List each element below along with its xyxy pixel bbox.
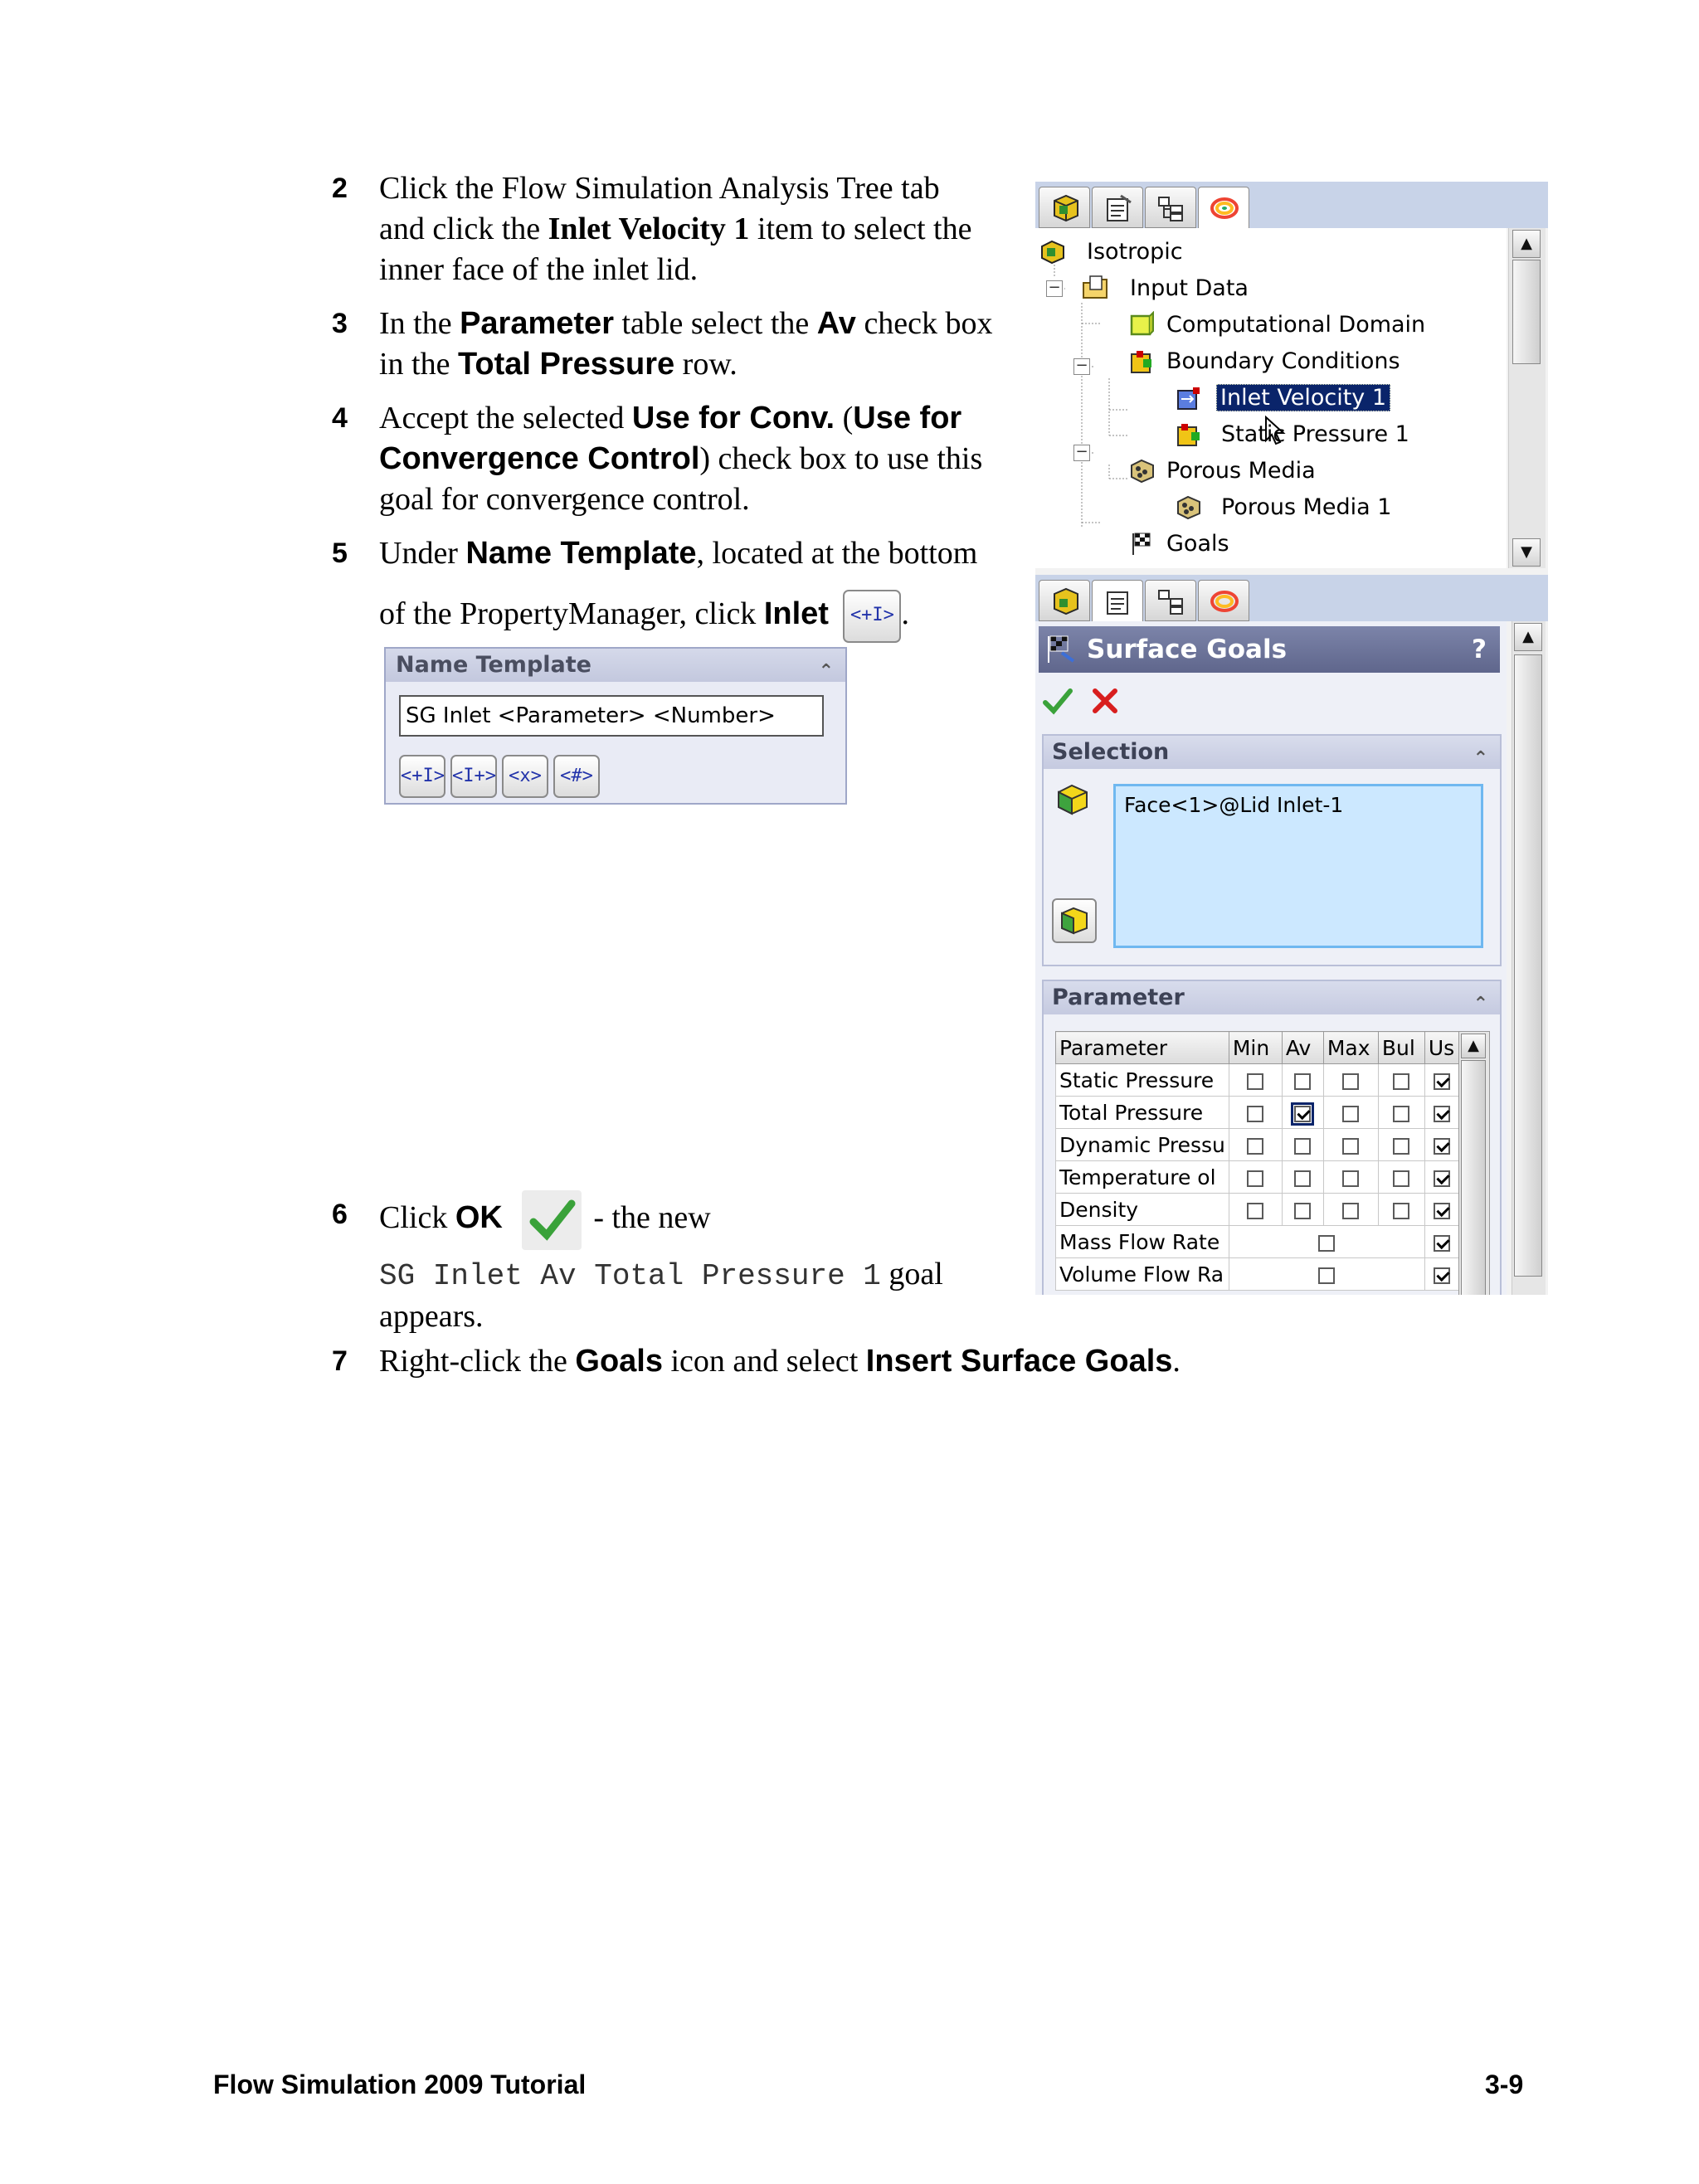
bold-term: Convergence Control: [379, 441, 700, 476]
insert-inlet-button[interactable]: <+I>: [399, 755, 445, 798]
use-for-conv-cell: [1424, 1226, 1459, 1258]
parameter-row: [1056, 1226, 1460, 1258]
step-number: 3: [332, 308, 348, 339]
bul-cell: [1378, 1161, 1424, 1194]
parameter-row: [1056, 1064, 1460, 1097]
use-for-conv-checkbox[interactable]: [1434, 1235, 1450, 1252]
parameter-name: Density: [1056, 1194, 1229, 1226]
text-run: inner face of the inlet lid.: [379, 252, 699, 287]
min-cell: [1229, 1161, 1282, 1194]
parameter-name: Temperature ol: [1056, 1161, 1229, 1194]
bul-cell: [1378, 1194, 1424, 1226]
text-run: .: [901, 596, 909, 631]
min-checkbox[interactable]: [1247, 1203, 1263, 1219]
parameter-row: [1056, 1097, 1460, 1129]
av-checkbox[interactable]: [1294, 1203, 1311, 1219]
bul-checkbox[interactable]: [1393, 1203, 1409, 1219]
selection-list[interactable]: [1113, 784, 1483, 948]
step-2-line-3: [379, 250, 971, 290]
text-run: Click: [379, 1200, 455, 1235]
pressure-icon: [1175, 421, 1203, 449]
step-4-line-2: [379, 439, 982, 479]
use-for-conv-cell: [1424, 1064, 1459, 1097]
bold-term: Total Pressure: [457, 347, 675, 382]
bold-term: Inlet Velocity 1: [548, 212, 750, 246]
scroll-up-arrow-icon[interactable]: ▲: [1514, 623, 1542, 651]
bold-term: Goals: [575, 1344, 663, 1379]
scroll-down-arrow-icon[interactable]: ▼: [1512, 538, 1541, 567]
tree-collapse-toggle[interactable]: −: [1046, 280, 1063, 297]
text-run: goal for convergence control.: [379, 482, 750, 517]
boundary-conditions-icon: [1128, 348, 1156, 376]
step-text: [379, 398, 982, 520]
text-run: Right-click the: [379, 1344, 576, 1379]
tab-property-manager[interactable]: [1092, 187, 1143, 228]
footer-title: Flow Simulation 2009 Tutorial: [213, 2070, 587, 2099]
inlet-name-button[interactable]: <+I>: [843, 590, 901, 643]
column-header-parameter[interactable]: Parameter: [1056, 1032, 1229, 1064]
step-number: 2: [332, 173, 348, 204]
parameter-name: Static Pressure: [1056, 1064, 1229, 1097]
page-number: 3-9: [1485, 2070, 1524, 2099]
step-6-line-1: [379, 1178, 943, 1238]
scroll-up-arrow-icon[interactable]: ▲: [1461, 1034, 1486, 1058]
collapse-chevron-icon[interactable]: ⌃: [1473, 748, 1488, 769]
tree-item-computational-domain[interactable]: [1128, 311, 1425, 339]
tree-item-label: Static Pressure 1: [1221, 421, 1409, 447]
name-template-header[interactable]: [386, 649, 845, 682]
bold-term: Use for: [853, 401, 962, 435]
collapse-chevron-icon[interactable]: ⌃: [818, 661, 834, 682]
step-text: [379, 1341, 1181, 1382]
parameter-group-header[interactable]: [1044, 981, 1500, 1014]
column-header-max[interactable]: Max: [1323, 1032, 1378, 1064]
column-header-min[interactable]: Min: [1229, 1032, 1282, 1064]
bold-term: Parameter: [460, 306, 614, 341]
bul-cell: [1378, 1129, 1424, 1161]
bul-cell: [1378, 1097, 1424, 1129]
tree-item-input-data[interactable]: [1082, 275, 1249, 303]
text-run: , located at the bottom: [696, 536, 978, 571]
scrollbar-thumb[interactable]: [1514, 654, 1542, 1277]
text-run: .: [1172, 1344, 1181, 1379]
column-header-use[interactable]: Us: [1424, 1032, 1459, 1064]
material-icon: [1039, 238, 1067, 266]
min-cell: [1229, 1064, 1282, 1097]
tree-collapse-toggle[interactable]: −: [1073, 358, 1090, 375]
help-question-icon[interactable]: ?: [1472, 635, 1487, 664]
max-cell: [1323, 1097, 1378, 1129]
scrollbar-thumb[interactable]: [1461, 1060, 1486, 1295]
text-run: In the: [379, 306, 460, 341]
parameter-row: [1056, 1129, 1460, 1161]
parameter-group: [1042, 980, 1502, 1295]
av-checkbox[interactable]: [1294, 1170, 1311, 1187]
name-template-panel: [384, 647, 847, 805]
manager-tabs-bottom: [1035, 575, 1548, 621]
av-checkbox[interactable]: [1294, 1106, 1311, 1122]
tab-configuration-manager[interactable]: [1145, 187, 1196, 228]
value-checkbox[interactable]: [1318, 1267, 1335, 1284]
text-run: check box: [855, 306, 993, 341]
step-number: 6: [332, 1199, 348, 1230]
av-cell: [1282, 1064, 1323, 1097]
parameter-row: [1056, 1194, 1460, 1226]
tree-item-label-selected: Inlet Velocity 1: [1216, 384, 1390, 411]
max-checkbox[interactable]: [1342, 1073, 1359, 1090]
bold-term: Use for Conv.: [631, 401, 835, 435]
max-checkbox[interactable]: [1342, 1170, 1359, 1187]
av-cell: [1282, 1129, 1323, 1161]
use-for-conv-checkbox[interactable]: [1434, 1203, 1450, 1219]
use-for-conv-cell: [1424, 1194, 1459, 1226]
feature-manager-icon: [1049, 587, 1081, 615]
surface-goals-header: [1039, 626, 1500, 673]
av-cell: [1282, 1097, 1323, 1129]
column-header-bul[interactable]: Bul: [1378, 1032, 1424, 1064]
name-template-buttons: [399, 755, 605, 798]
manager-tabs-top: [1035, 182, 1548, 228]
column-header-av[interactable]: Av: [1282, 1032, 1323, 1064]
property-manager: [1035, 621, 1507, 1295]
tab-feature-manager[interactable]: [1039, 187, 1090, 228]
tree-item-isotropic[interactable]: [1039, 238, 1183, 266]
text-run: goal: [880, 1257, 943, 1291]
min-cell: [1229, 1097, 1282, 1129]
min-checkbox[interactable]: [1247, 1073, 1263, 1090]
flow-simulation-screenshot: [1035, 182, 1548, 1295]
step-text: [379, 304, 993, 385]
step-text: [379, 168, 971, 290]
cancel-x-icon[interactable]: [1090, 686, 1122, 717]
parameter-row: [1056, 1161, 1460, 1194]
surface-goals-title: Surface Goals: [1087, 635, 1288, 664]
step-number: 7: [332, 1345, 348, 1377]
ok-check-icon: [522, 1190, 582, 1250]
insert-outlet-button[interactable]: <I+>: [450, 755, 497, 798]
bul-checkbox[interactable]: [1393, 1170, 1409, 1187]
tree-item-label: Computational Domain: [1166, 312, 1426, 338]
step-number: 5: [332, 537, 348, 569]
text-run: item to select the: [749, 212, 972, 246]
scroll-up-arrow-icon[interactable]: ▲: [1512, 230, 1541, 258]
selection-group-header[interactable]: [1044, 736, 1500, 769]
configuration-manager-icon: [1156, 587, 1187, 615]
filter-button[interactable]: [1052, 898, 1097, 943]
max-checkbox[interactable]: [1342, 1138, 1359, 1155]
tree-item-label: Goals: [1166, 531, 1229, 557]
min-cell: [1229, 1129, 1282, 1161]
av-checkbox[interactable]: [1294, 1073, 1311, 1090]
goals-flag-icon: [1128, 530, 1156, 558]
bold-term: Inlet: [763, 596, 829, 631]
text-run: (: [835, 401, 854, 435]
bold-term: Name Template: [465, 536, 697, 571]
text-run: of the PropertyManager, click: [379, 596, 764, 631]
max-cell: [1323, 1129, 1378, 1161]
min-checkbox[interactable]: [1247, 1170, 1263, 1187]
selection-list-item[interactable]: Face<1>@Lid Inlet-1: [1124, 793, 1344, 817]
text-run: ) check box to use this: [699, 441, 983, 476]
tree-item-inlet-velocity-1[interactable]: [1175, 384, 1390, 412]
min-checkbox[interactable]: [1247, 1138, 1263, 1155]
value-cell: [1229, 1258, 1424, 1291]
max-checkbox[interactable]: [1342, 1203, 1359, 1219]
max-checkbox[interactable]: [1342, 1106, 1359, 1122]
use-for-conv-checkbox[interactable]: [1434, 1138, 1450, 1155]
step-2-line-2: [379, 209, 971, 250]
step-3-line-1: [379, 304, 993, 344]
selection-group: [1042, 734, 1502, 966]
property-manager-icon: [1103, 587, 1134, 615]
analysis-tree: [1035, 228, 1507, 568]
tab-feature-manager[interactable]: [1039, 580, 1090, 621]
parameter-row: [1056, 1258, 1460, 1291]
parameter-table: [1055, 1031, 1460, 1291]
property-manager-scrollbar[interactable]: [1512, 621, 1546, 1295]
bold-term: OK: [455, 1200, 503, 1235]
tree-item-static-pressure-1[interactable]: [1175, 421, 1409, 449]
bul-checkbox[interactable]: [1393, 1073, 1409, 1090]
inlet-velocity-icon: [1175, 384, 1203, 412]
text-run: Click the Flow Simulation Analysis Tree tab: [379, 171, 940, 206]
step-number: 4: [332, 402, 348, 434]
av-cell: [1282, 1194, 1323, 1226]
property-manager-icon: [1103, 194, 1134, 222]
feature-manager-icon: [1049, 194, 1081, 222]
ok-button[interactable]: [522, 1190, 582, 1250]
insert-parameter-button[interactable]: <x>: [502, 755, 548, 798]
max-cell: [1323, 1064, 1378, 1097]
text-run: appears.: [379, 1299, 484, 1334]
text-run: icon and select: [663, 1344, 866, 1379]
use-for-conv-cell: [1424, 1161, 1459, 1194]
use-for-conv-checkbox[interactable]: [1434, 1170, 1450, 1187]
tree-collapse-toggle[interactable]: −: [1073, 445, 1090, 461]
use-for-conv-checkbox[interactable]: [1434, 1106, 1450, 1122]
configuration-manager-icon: [1156, 194, 1187, 222]
bul-checkbox[interactable]: [1393, 1106, 1409, 1122]
name-template-title: Name Template: [396, 652, 591, 678]
max-cell: [1323, 1161, 1378, 1194]
step-text: [379, 1178, 943, 1337]
tree-item-porous-media[interactable]: [1128, 457, 1316, 485]
scrollbar-thumb[interactable]: [1512, 260, 1541, 364]
text-run: Under: [379, 536, 466, 571]
parameter-name: Volume Flow Ra: [1056, 1258, 1229, 1291]
tab-configuration-manager[interactable]: [1145, 580, 1196, 621]
folder-icon: [1082, 275, 1110, 303]
filter-cube-icon: [1054, 900, 1095, 941]
min-checkbox[interactable]: [1247, 1106, 1263, 1122]
bold-term: Insert Surface Goals: [865, 1344, 1173, 1379]
selection-group-title: Selection: [1052, 739, 1170, 765]
parameter-name: Total Pressure: [1056, 1097, 1229, 1129]
step-2-line-1: [379, 168, 971, 209]
av-cell: [1282, 1161, 1323, 1194]
flow-simulation-icon: [1209, 587, 1240, 615]
step-5-line-1: [379, 533, 977, 574]
surface-goals-icon: [1044, 633, 1078, 666]
goal-name-mono: SG Inlet Av Total Pressure 1: [379, 1259, 881, 1293]
use-for-conv-checkbox[interactable]: [1434, 1073, 1450, 1090]
parameter-group-title: Parameter: [1052, 985, 1185, 1010]
tree-item-boundary-conditions[interactable]: [1128, 348, 1400, 376]
porous-media-icon: [1175, 494, 1203, 522]
step-4-line-3: [379, 479, 982, 520]
tree-item-label: Porous Media: [1166, 458, 1316, 484]
name-template-input[interactable]: SG Inlet <Parameter> <Number>: [399, 695, 824, 737]
text-run: Accept the selected: [379, 401, 632, 435]
tab-flow-simulation-analysis-tree[interactable]: [1198, 580, 1249, 621]
tree-item-goals[interactable]: [1128, 530, 1229, 558]
text-run: - the new: [593, 1200, 711, 1235]
step-5-line-2: [379, 587, 977, 640]
use-for-conv-cell: [1424, 1258, 1459, 1291]
tree-item-label: Input Data: [1130, 275, 1249, 301]
flow-simulation-icon: [1209, 194, 1240, 222]
tree-scrollbar[interactable]: [1508, 228, 1546, 568]
insert-number-button[interactable]: <#>: [553, 755, 600, 798]
parameter-name: Dynamic Pressu: [1056, 1129, 1229, 1161]
face-selection-cube-icon: [1054, 781, 1092, 819]
text-run: in the: [379, 347, 458, 382]
tab-flow-simulation-analysis-tree[interactable]: [1198, 187, 1249, 228]
min-cell: [1229, 1194, 1282, 1226]
parameter-name: Mass Flow Rate: [1056, 1226, 1229, 1258]
parameter-table-scrollbar[interactable]: [1458, 1031, 1490, 1295]
tree-item-porous-media-1[interactable]: [1175, 494, 1391, 522]
domain-icon: [1128, 311, 1156, 339]
value-cell: [1229, 1226, 1424, 1258]
tree-item-label: Boundary Conditions: [1166, 348, 1400, 374]
bul-checkbox[interactable]: [1393, 1138, 1409, 1155]
parameter-table-header: [1056, 1032, 1460, 1064]
collapse-chevron-icon[interactable]: ⌃: [1473, 994, 1488, 1014]
text-run: row.: [674, 347, 738, 382]
step-4-line-1: [379, 398, 982, 439]
bold-term: Av: [816, 306, 856, 341]
use-for-conv-checkbox[interactable]: [1434, 1267, 1450, 1284]
value-checkbox[interactable]: [1318, 1235, 1335, 1252]
tree-item-label: Porous Media 1: [1221, 494, 1392, 520]
text-run: and click the: [379, 212, 548, 246]
tab-property-manager[interactable]: [1092, 580, 1143, 621]
porous-media-icon: [1128, 457, 1156, 485]
bul-cell: [1378, 1064, 1424, 1097]
step-6-line-3: [379, 1296, 943, 1337]
ok-check-icon[interactable]: [1040, 684, 1075, 717]
tree-item-label: Isotropic: [1087, 239, 1183, 265]
step-3-line-2: [379, 344, 993, 385]
max-cell: [1323, 1194, 1378, 1226]
step-6-line-2: [379, 1254, 943, 1296]
step-text: [379, 533, 977, 640]
av-checkbox[interactable]: [1294, 1138, 1311, 1155]
use-for-conv-cell: [1424, 1129, 1459, 1161]
use-for-conv-cell: [1424, 1097, 1459, 1129]
text-run: table select the: [613, 306, 817, 341]
